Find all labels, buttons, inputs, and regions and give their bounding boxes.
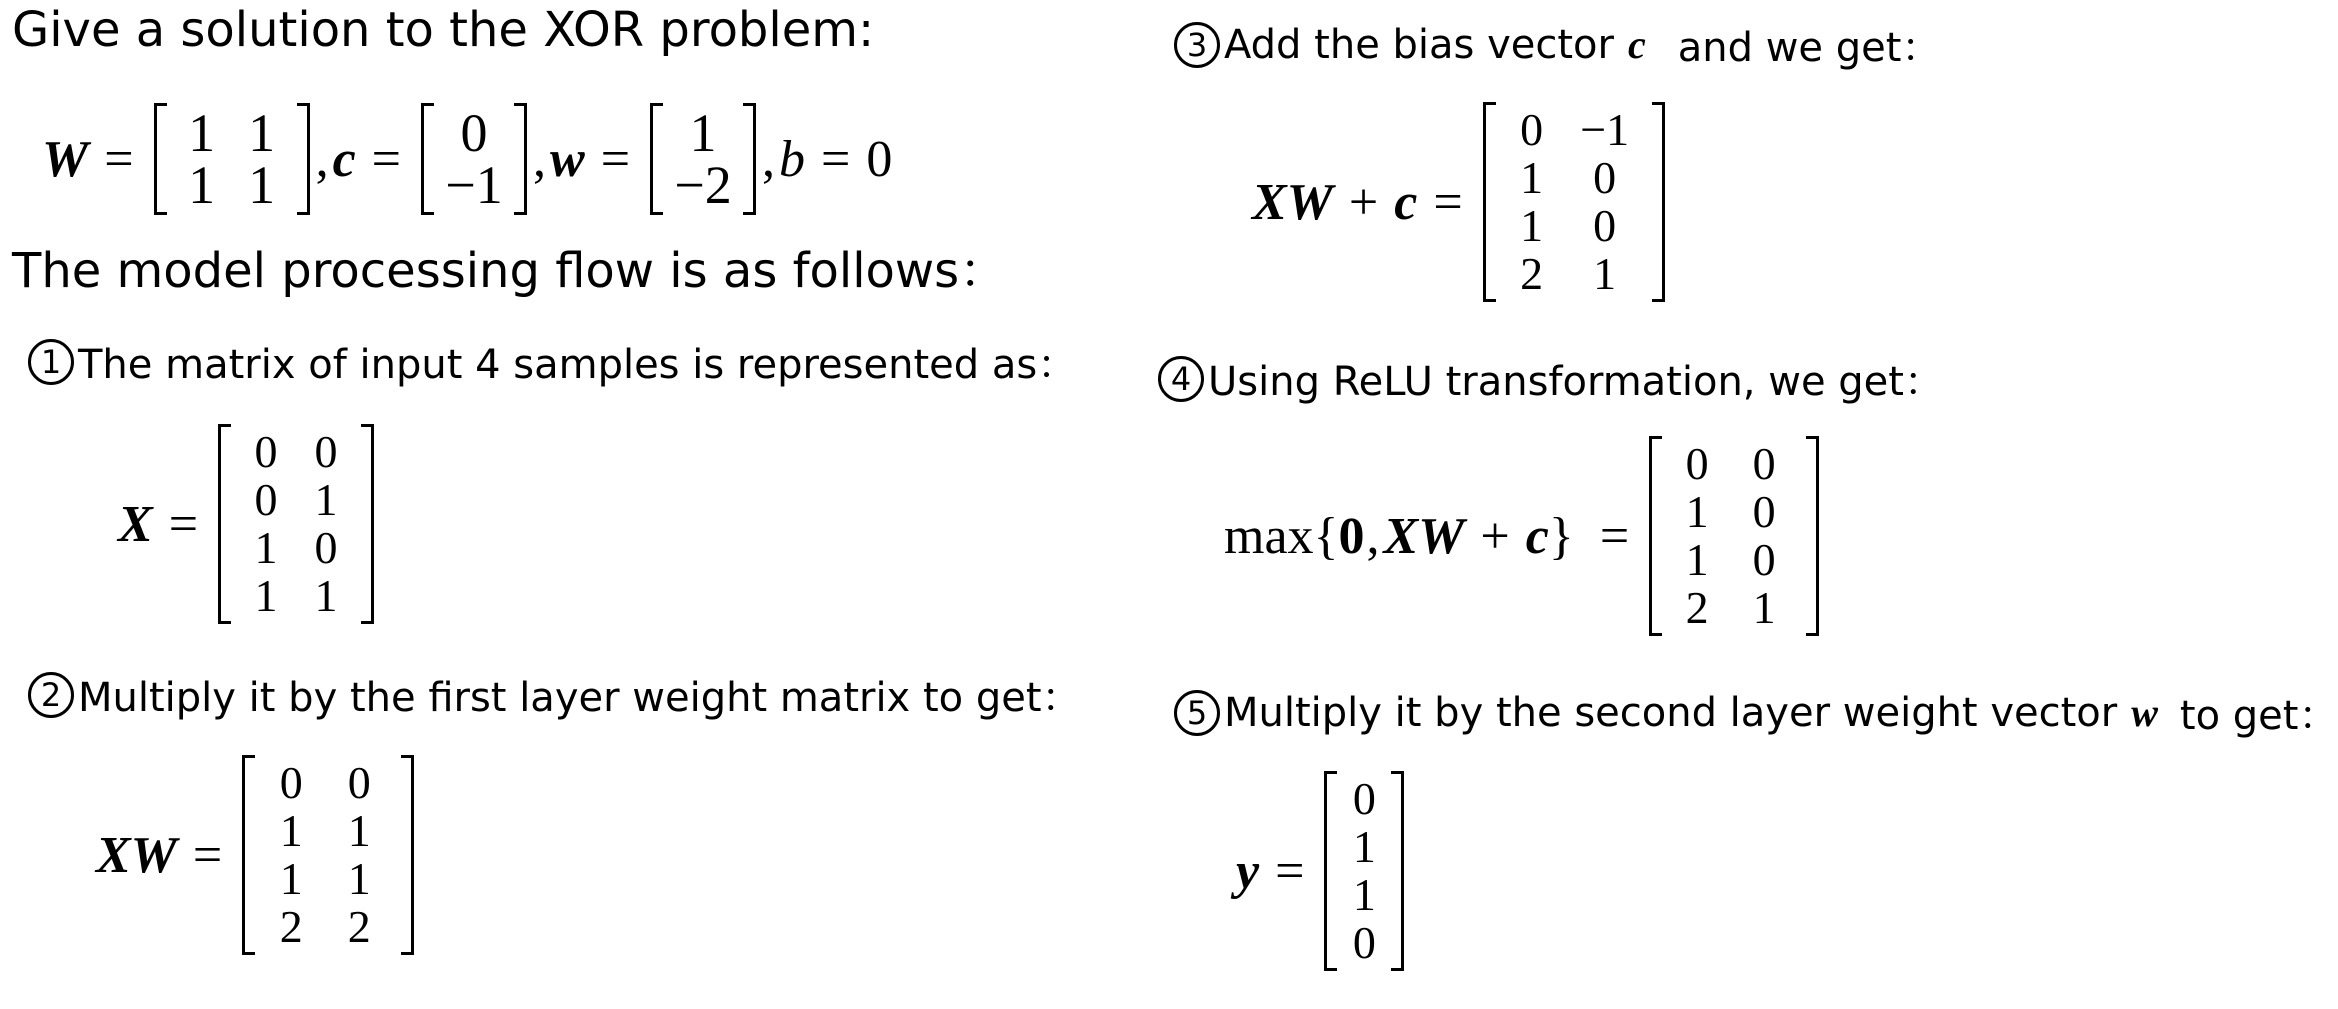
matrix-cell: 1	[188, 103, 216, 163]
max-operator: max	[1224, 507, 1314, 565]
step-number-badge: 2	[28, 672, 74, 718]
matrix-cell: 0	[1752, 438, 1776, 489]
lhs-XW: XW	[1252, 173, 1333, 231]
step-4-heading	[1158, 350, 1944, 407]
X-matrix	[214, 424, 378, 624]
matrix-cell: 0	[1752, 534, 1776, 585]
matrix-cell: 2	[1520, 248, 1544, 299]
step-text: Using ReLU transformation, we get：	[1208, 359, 1944, 405]
lhs-y: y	[1236, 842, 1260, 900]
matrix-cell: 1	[1685, 486, 1709, 537]
step-5-heading	[1174, 684, 2338, 741]
matrix-cell: 0	[279, 757, 303, 808]
c-vector	[417, 103, 531, 215]
step-text: Multiply it by the second layer weight vector	[1224, 689, 2118, 736]
matrix-cell: 0	[347, 757, 371, 808]
page-title: Give a solution to the XOR problem:	[12, 2, 875, 58]
step-3-heading	[1174, 16, 1941, 73]
matrix-cell: 1	[1752, 582, 1776, 633]
step-2-heading	[28, 666, 1082, 723]
flow-text: The model processing flow is as follows：	[12, 243, 1008, 299]
XW-plus-c-matrix	[1479, 102, 1669, 302]
step-5-equation	[1236, 771, 1408, 971]
W-matrix	[150, 103, 314, 215]
equals-sign: =	[1433, 173, 1463, 231]
lhs-X: X	[118, 495, 153, 553]
plus-sign: +	[1480, 507, 1510, 565]
matrix-cell: 1	[347, 853, 371, 904]
y-vector	[1320, 771, 1408, 971]
matrix-cell: 0	[1593, 200, 1617, 251]
matrix-cell: 1	[314, 570, 338, 621]
matrix-cell: 1	[314, 474, 338, 525]
step-1-equation	[118, 424, 378, 624]
step-number-badge: 3	[1174, 22, 1220, 68]
matrix-cell: 1	[1593, 248, 1617, 299]
weight-var: w	[2131, 690, 2158, 735]
b-value: 0	[866, 130, 893, 188]
comma: ,	[762, 130, 776, 188]
matrix-cell: 0	[1520, 104, 1544, 155]
matrix-cell: 1	[248, 155, 276, 215]
step-text: The matrix of input 4 samples is represented as：	[78, 342, 1078, 388]
matrix-cell: −1	[445, 155, 503, 215]
matrix-cell: 0	[1352, 773, 1376, 824]
matrix-cell: 1	[254, 522, 278, 573]
matrix-cell: 2	[279, 901, 303, 952]
matrix-cell: 1	[279, 805, 303, 856]
matrix-cell: 0	[1685, 438, 1709, 489]
plus-sign: +	[1348, 173, 1379, 231]
brace-close: }	[1548, 507, 1574, 565]
W-label: W	[42, 130, 89, 188]
matrix-cell: 1	[347, 805, 371, 856]
matrix-cell: 1	[254, 570, 278, 621]
step-number-badge: 4	[1158, 356, 1204, 402]
matrix-cell: 0	[1593, 152, 1617, 203]
step-text: and we get：	[1677, 25, 1942, 71]
equals-sign: =	[192, 826, 223, 884]
matrix-cell: 1	[248, 103, 276, 163]
matrix-cell: 1	[188, 155, 216, 215]
c-label: c	[332, 130, 356, 188]
matrix-cell: −1	[1580, 104, 1630, 155]
equals-sign: =	[371, 130, 401, 188]
w-label: w	[550, 130, 585, 188]
matrix-cell: 0	[1352, 917, 1376, 968]
equals-sign: =	[600, 130, 631, 188]
xw-term: XW	[1383, 507, 1465, 565]
w-vector	[646, 103, 760, 215]
c-term: c	[1525, 507, 1549, 565]
matrix-cell: 0	[254, 426, 278, 477]
comma: ,	[315, 130, 329, 188]
step-3-equation	[1252, 102, 1669, 302]
step-text: to get：	[2179, 693, 2338, 739]
lhs-XW: XW	[96, 826, 177, 884]
matrix-cell: 1	[1520, 200, 1544, 251]
matrix-cell: 1	[279, 853, 303, 904]
equals-sign: =	[168, 495, 199, 553]
matrix-cell: 1	[1685, 534, 1709, 585]
matrix-cell: 1	[1520, 152, 1544, 203]
comma: ,	[533, 130, 546, 188]
equals-sign: =	[821, 130, 851, 188]
brace-open: {	[1313, 507, 1339, 565]
matrix-cell: 1	[1352, 869, 1376, 920]
parameters-equation	[42, 103, 892, 215]
matrix-cell: 0	[460, 103, 488, 163]
XW-matrix	[238, 755, 418, 955]
step-1-heading	[28, 333, 1077, 390]
step-text: Add the bias vector	[1224, 21, 1614, 68]
matrix-cell: −2	[674, 155, 732, 215]
step-4-equation	[1224, 436, 1823, 636]
step-number-badge: 1	[28, 339, 74, 385]
matrix-cell: 2	[347, 901, 371, 952]
matrix-cell: 0	[314, 426, 338, 477]
matrix-cell: 0	[314, 522, 338, 573]
b-label: b	[779, 130, 806, 188]
equals-sign: =	[104, 130, 134, 188]
step-text: Multiply it by the first layer weight matrix to get：	[78, 675, 1082, 721]
matrix-cell: 0	[1752, 486, 1776, 537]
relu-matrix	[1645, 436, 1823, 636]
equals-sign: =	[1599, 507, 1630, 565]
matrix-cell: 1	[1352, 821, 1376, 872]
step-2-equation	[96, 755, 418, 955]
lhs-c: c	[1394, 173, 1418, 231]
matrix-cell: 0	[254, 474, 278, 525]
matrix-cell: 1	[689, 103, 717, 163]
bias-var: c	[1627, 22, 1646, 67]
zero-vector: 0	[1338, 507, 1365, 565]
matrix-cell: 2	[1685, 582, 1709, 633]
step-number-badge: 5	[1174, 690, 1220, 736]
equals-sign: =	[1275, 842, 1305, 900]
comma: ,	[1366, 507, 1380, 565]
